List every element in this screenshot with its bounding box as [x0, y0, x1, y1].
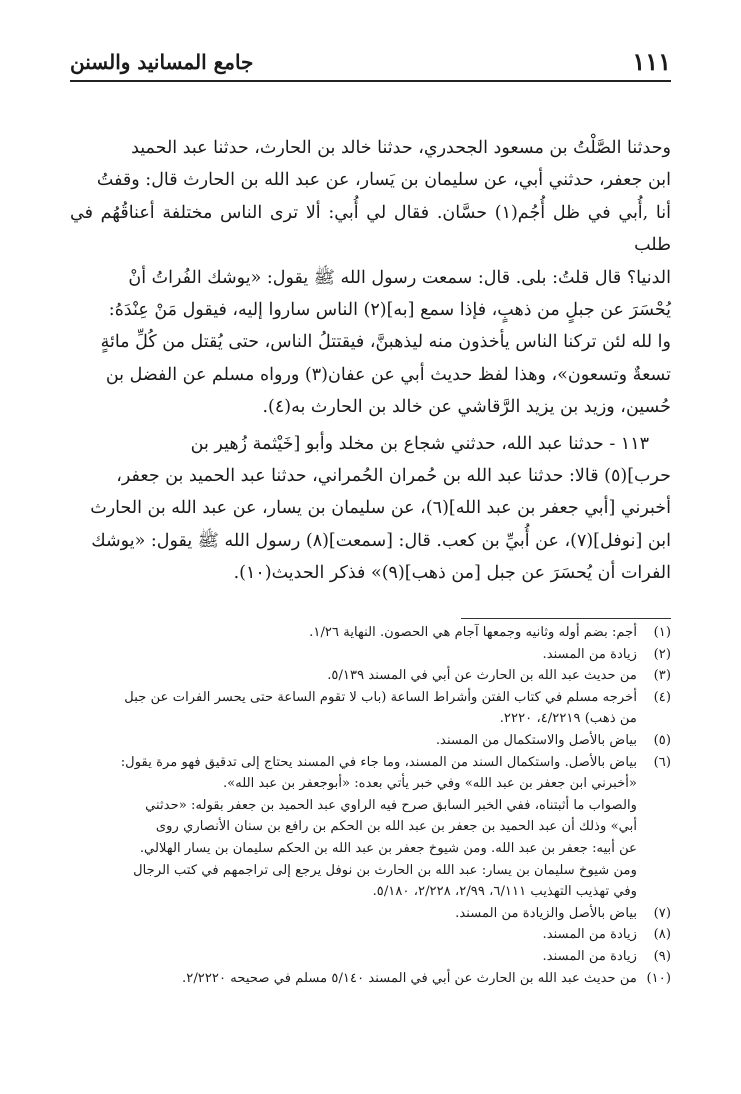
- footnote-line: عن أبيه: جعفر بن عبد الله. ومن شيوخ جعفر بن عبد الله بن الحكم سليمان بن يسار الهلالي.: [139, 840, 637, 856]
- footnote-number: (٩): [653, 948, 671, 964]
- footnote-line: وفي تهذيب التهذيب ٦/١١١، ٢/٩٩، ٢/٢٢٨، ٥/١٨٠.: [372, 884, 637, 900]
- footnote-line: أبي» وذلك أن عبد الحميد بن جعفر بن عبد الله بن الحكم بن رافع بن سنان الأنصاري روى: [155, 819, 637, 835]
- footnote-line: بياض بالأصل والزيادة من المسند.: [455, 905, 637, 921]
- text-line: ١١٣ - حدثنا عبد الله، حدثني شجاع بن مخلد وأبو [خَيْثمة زُهير بن: [190, 433, 649, 454]
- page-number: ١١١: [632, 47, 671, 76]
- footnote-line: من ذهب) ٤/٢٢١٩، ٢٢٢٠.: [499, 711, 637, 727]
- text-line: ابن [نوفل](٧)، عن أُبيِّ بن كعب. قال: [سمعت](٨) رسول الله ﷺ يقول: «يوشك: [91, 530, 671, 551]
- footnote-number: (٣): [653, 668, 671, 684]
- footnote: [70, 968, 671, 990]
- footnote-line: أجم: بضم أوله وثانيه وجمعها آجام هي الحصون. النهاية ١/٢٦.: [309, 625, 637, 640]
- text-line: وحدثنا الصَّلْتُ بن مسعود الجحدري، حدثنا خالد بن الحارث، حدثنا عبد الحميد: [131, 138, 671, 158]
- footnote-line: «أخبرني ابن جعفر بن عبد الله» وفي خبر يأتي بعده: «أبوجعفر بن عبد الله».: [222, 776, 637, 792]
- footnote: [70, 687, 671, 730]
- text-line: أنا ,أُبي في ظل أُجُم(١) حسَّان. فقال لي أُبي: ألا ترى الناس مختلفة أعناقُهُم في طلب: [70, 202, 671, 256]
- page-header: [70, 44, 671, 82]
- footnote-line: والصواب ما أثبتناه، ففي الخبر السابق صرح فيه الراوي عبد الحميد بن جعفر بقوله: «حدثني: [145, 797, 637, 813]
- running-title: جامع المسانيد والسنن: [70, 50, 254, 74]
- footnote-line: ومن شيوخ سليمان بن يسار: عبد الله بن الحارث بن نوفل يرجع إلى تراجمهم في كتب الرجال: [133, 862, 637, 878]
- text-line: الدنيا؟ قال قلتُ: بلى. قال: سمعت رسول الله ﷺ يقول: «يوشك الفُراتُ أنْ: [128, 267, 671, 288]
- footnote-number: (٧): [653, 905, 671, 921]
- footnote-line: زيادة من المسند.: [542, 948, 637, 964]
- text-line: الفرات أن يُحسَرَ عن جبل [من ذهب](٩)» فذكر الحديث(١٠).: [233, 563, 671, 584]
- footnote-line: زيادة من المسند.: [542, 927, 637, 943]
- footnote-line: زيادة من المسند.: [542, 646, 637, 662]
- footnote-number: (٤): [653, 689, 671, 705]
- footnote-number: (٢): [653, 646, 671, 662]
- text-line: وا لله لئن تركنا الناس يأخذون منه ليذهبنَّ، فيقتتلُ الناس، حتى يُقتل من كُلِّ مائةٍ: [100, 332, 671, 353]
- footnote: [70, 924, 671, 946]
- footnote-number: (٥): [653, 732, 671, 748]
- footnote-line: من حديث عبد الله بن الحارث عن أبي في المسند ٥/١٣٩.: [327, 668, 637, 684]
- text-line: تسعةٌ وتسعون»، وهذا لفظ حديث أبي عن عفان(٣) ورواه مسلم عن الفضل بن: [105, 364, 671, 385]
- footnote-number: (١): [653, 625, 671, 640]
- text-line: حُسين، وزيد بن يزيد الرَّقاشي عن خالد بن الحارث به(٤).: [262, 397, 671, 418]
- footnotes: [70, 622, 671, 989]
- footnote: [70, 665, 671, 687]
- footnote: [70, 903, 671, 925]
- footnote-number: (١٠): [646, 970, 671, 986]
- footnote-number: (٨): [653, 927, 671, 943]
- footnote-line: بياض بالأصل. واستكمال السند من المسند، وما جاء في المسند يحتاج إلى تدقيق فهو مرة يقول:: [120, 754, 637, 770]
- footnote: [70, 622, 671, 644]
- footnote-line: بياض بالأصل والاستكمال من المسند.: [435, 732, 637, 748]
- footnote-separator: [461, 618, 671, 619]
- footnote-line: أخرجه مسلم في كتاب الفتن وأشراط الساعة (باب لا تقوم الساعة حتى يحسر الفرات عن جبل: [124, 689, 637, 705]
- main-text: [70, 132, 671, 590]
- text-line: ابن جعفر، حدثني أبي، عن سليمان بن يَسار، عن عبد الله بن الحارث قال: وقفتُ: [96, 170, 671, 191]
- footnote-line: من حديث عبد الله بن الحارث عن أبي في المسند ٥/١٤٠ مسلم في صحيحه ٢/٢٢٢٠.: [182, 970, 637, 986]
- text-line: أخبرني [أبي جعفر بن عبد الله](٦)، عن سليمان بن يسار، عن عبد الله بن الحارث: [90, 498, 671, 519]
- footnote: [70, 946, 671, 968]
- footnote: [70, 730, 671, 752]
- text-line: حرب](٥) قالا: حدثنا عبد الله بن حُمران الحُمراني، حدثنا عبد الحميد بن جعفر،: [116, 466, 671, 487]
- text-line: يُحْسَرَ عن جبلٍ من ذهبٍ، فإذا سمع [به](٢) الناس ساروا إليه، فيقول مَنْ عِنْدَهُ:: [108, 300, 671, 321]
- footnote: [70, 644, 671, 666]
- footnote-number: (٦): [653, 754, 671, 770]
- footnote: [70, 752, 671, 903]
